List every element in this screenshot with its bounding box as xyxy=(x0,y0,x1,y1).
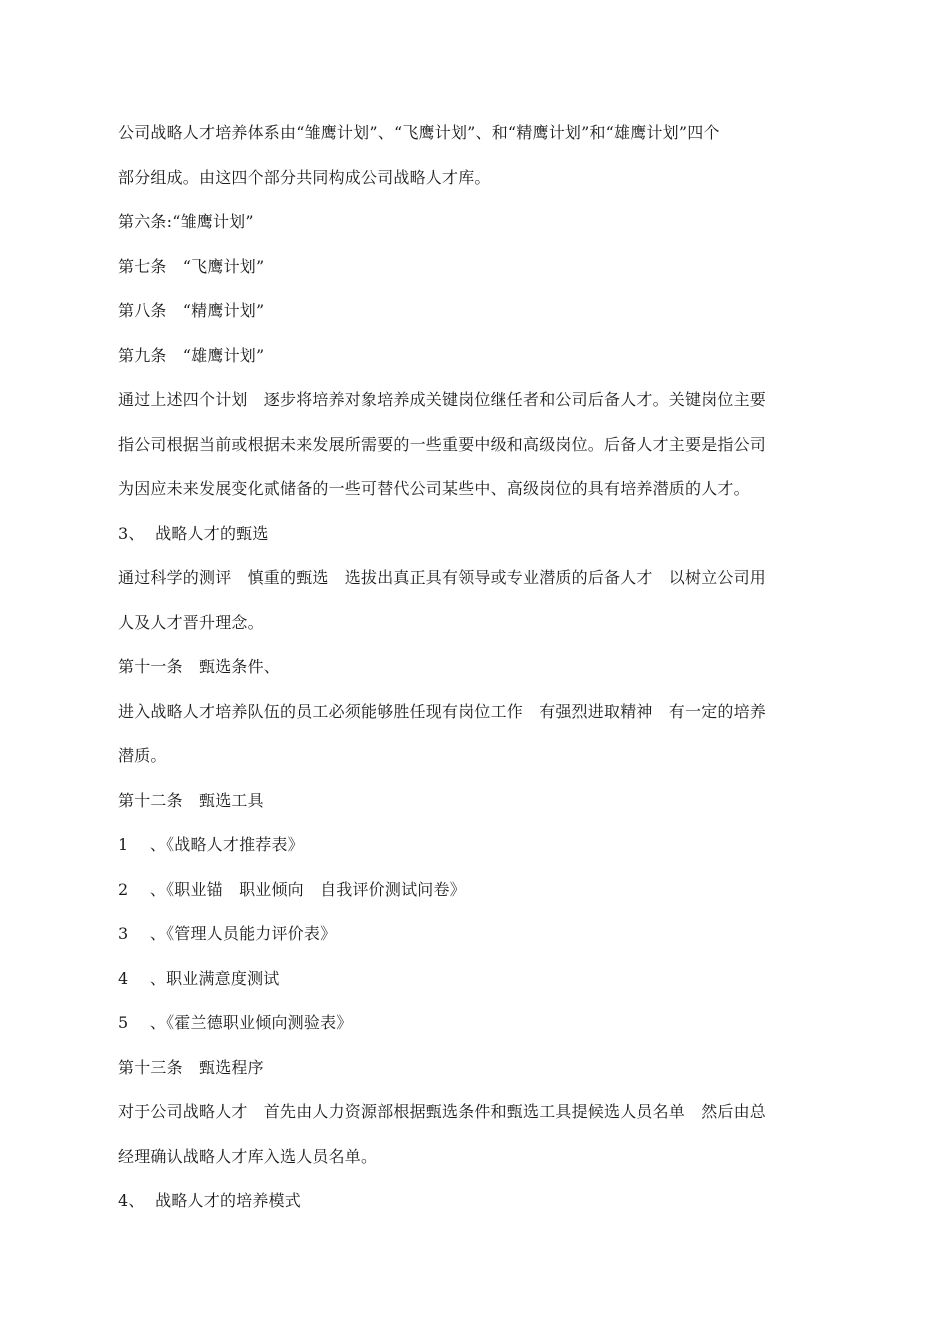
list-item: 3 、《管理人员能力评价表》 xyxy=(118,924,337,943)
paragraph-line: 进入战略人才培养队伍的员工必须能够胜任现有岗位工作 有强烈进取精神 有一定的培养 xyxy=(118,702,767,721)
paragraph-line: 通过科学的测评 慎重的甄选 选拔出真正具有领导或专业潜质的后备人才 以树立公司用 xyxy=(118,568,767,587)
article-heading: 第十三条 甄选程序 xyxy=(118,1058,264,1077)
article-heading: 第十一条 甄选条件、 xyxy=(118,657,281,676)
paragraph-line: 部分组成。由这四个部分共同构成公司战略人才库。 xyxy=(118,168,491,187)
article-heading: 第六条:“雏鹰计划” xyxy=(118,212,254,231)
paragraph-line: 对于公司战略人才 首先由人力资源部根据甄选条件和甄选工具提候选人员名单 然后由总 xyxy=(118,1102,767,1121)
paragraph-line: 潜质。 xyxy=(118,746,167,765)
article-heading: 第七条 “飞鹰计划” xyxy=(118,257,265,276)
list-item: 5 、《霍兰德职业倾向测验表》 xyxy=(118,1013,353,1032)
paragraph-line: 为因应未来发展变化贰储备的一些可替代公司某些中、高级岗位的具有培养潜质的人才。 xyxy=(118,479,750,498)
list-item: 2 、《职业锚 职业倾向 自我评价测试问卷》 xyxy=(118,880,466,899)
paragraph-line: 指公司根据当前或根据未来发展所需要的一些重要中级和高级岗位。后备人才主要是指公司 xyxy=(118,435,767,454)
section-heading: 3、 战略人才的甄选 xyxy=(118,524,269,543)
paragraph-line: 经理确认战略人才库入选人员名单。 xyxy=(118,1147,378,1166)
paragraph-line: 公司战略人才培养体系由“雏鹰计划”、“飞鹰计划”、和“精鹰计划”和“雄鹰计划”四个 xyxy=(118,123,720,142)
paragraph-line: 通过上述四个计划 逐步将培养对象培养成关键岗位继任者和公司后备人才。关键岗位主要 xyxy=(118,390,767,409)
article-heading: 第八条 “精鹰计划” xyxy=(118,301,265,320)
article-heading: 第十二条 甄选工具 xyxy=(118,791,264,810)
article-heading: 第九条 “雄鹰计划” xyxy=(118,346,265,365)
paragraph-line: 人及人才晋升理念。 xyxy=(118,613,264,632)
list-item: 1 、《战略人才推荐表》 xyxy=(118,835,304,854)
section-heading: 4、 战略人才的培养模式 xyxy=(118,1191,301,1210)
list-item: 4 、职业满意度测试 xyxy=(118,969,280,988)
